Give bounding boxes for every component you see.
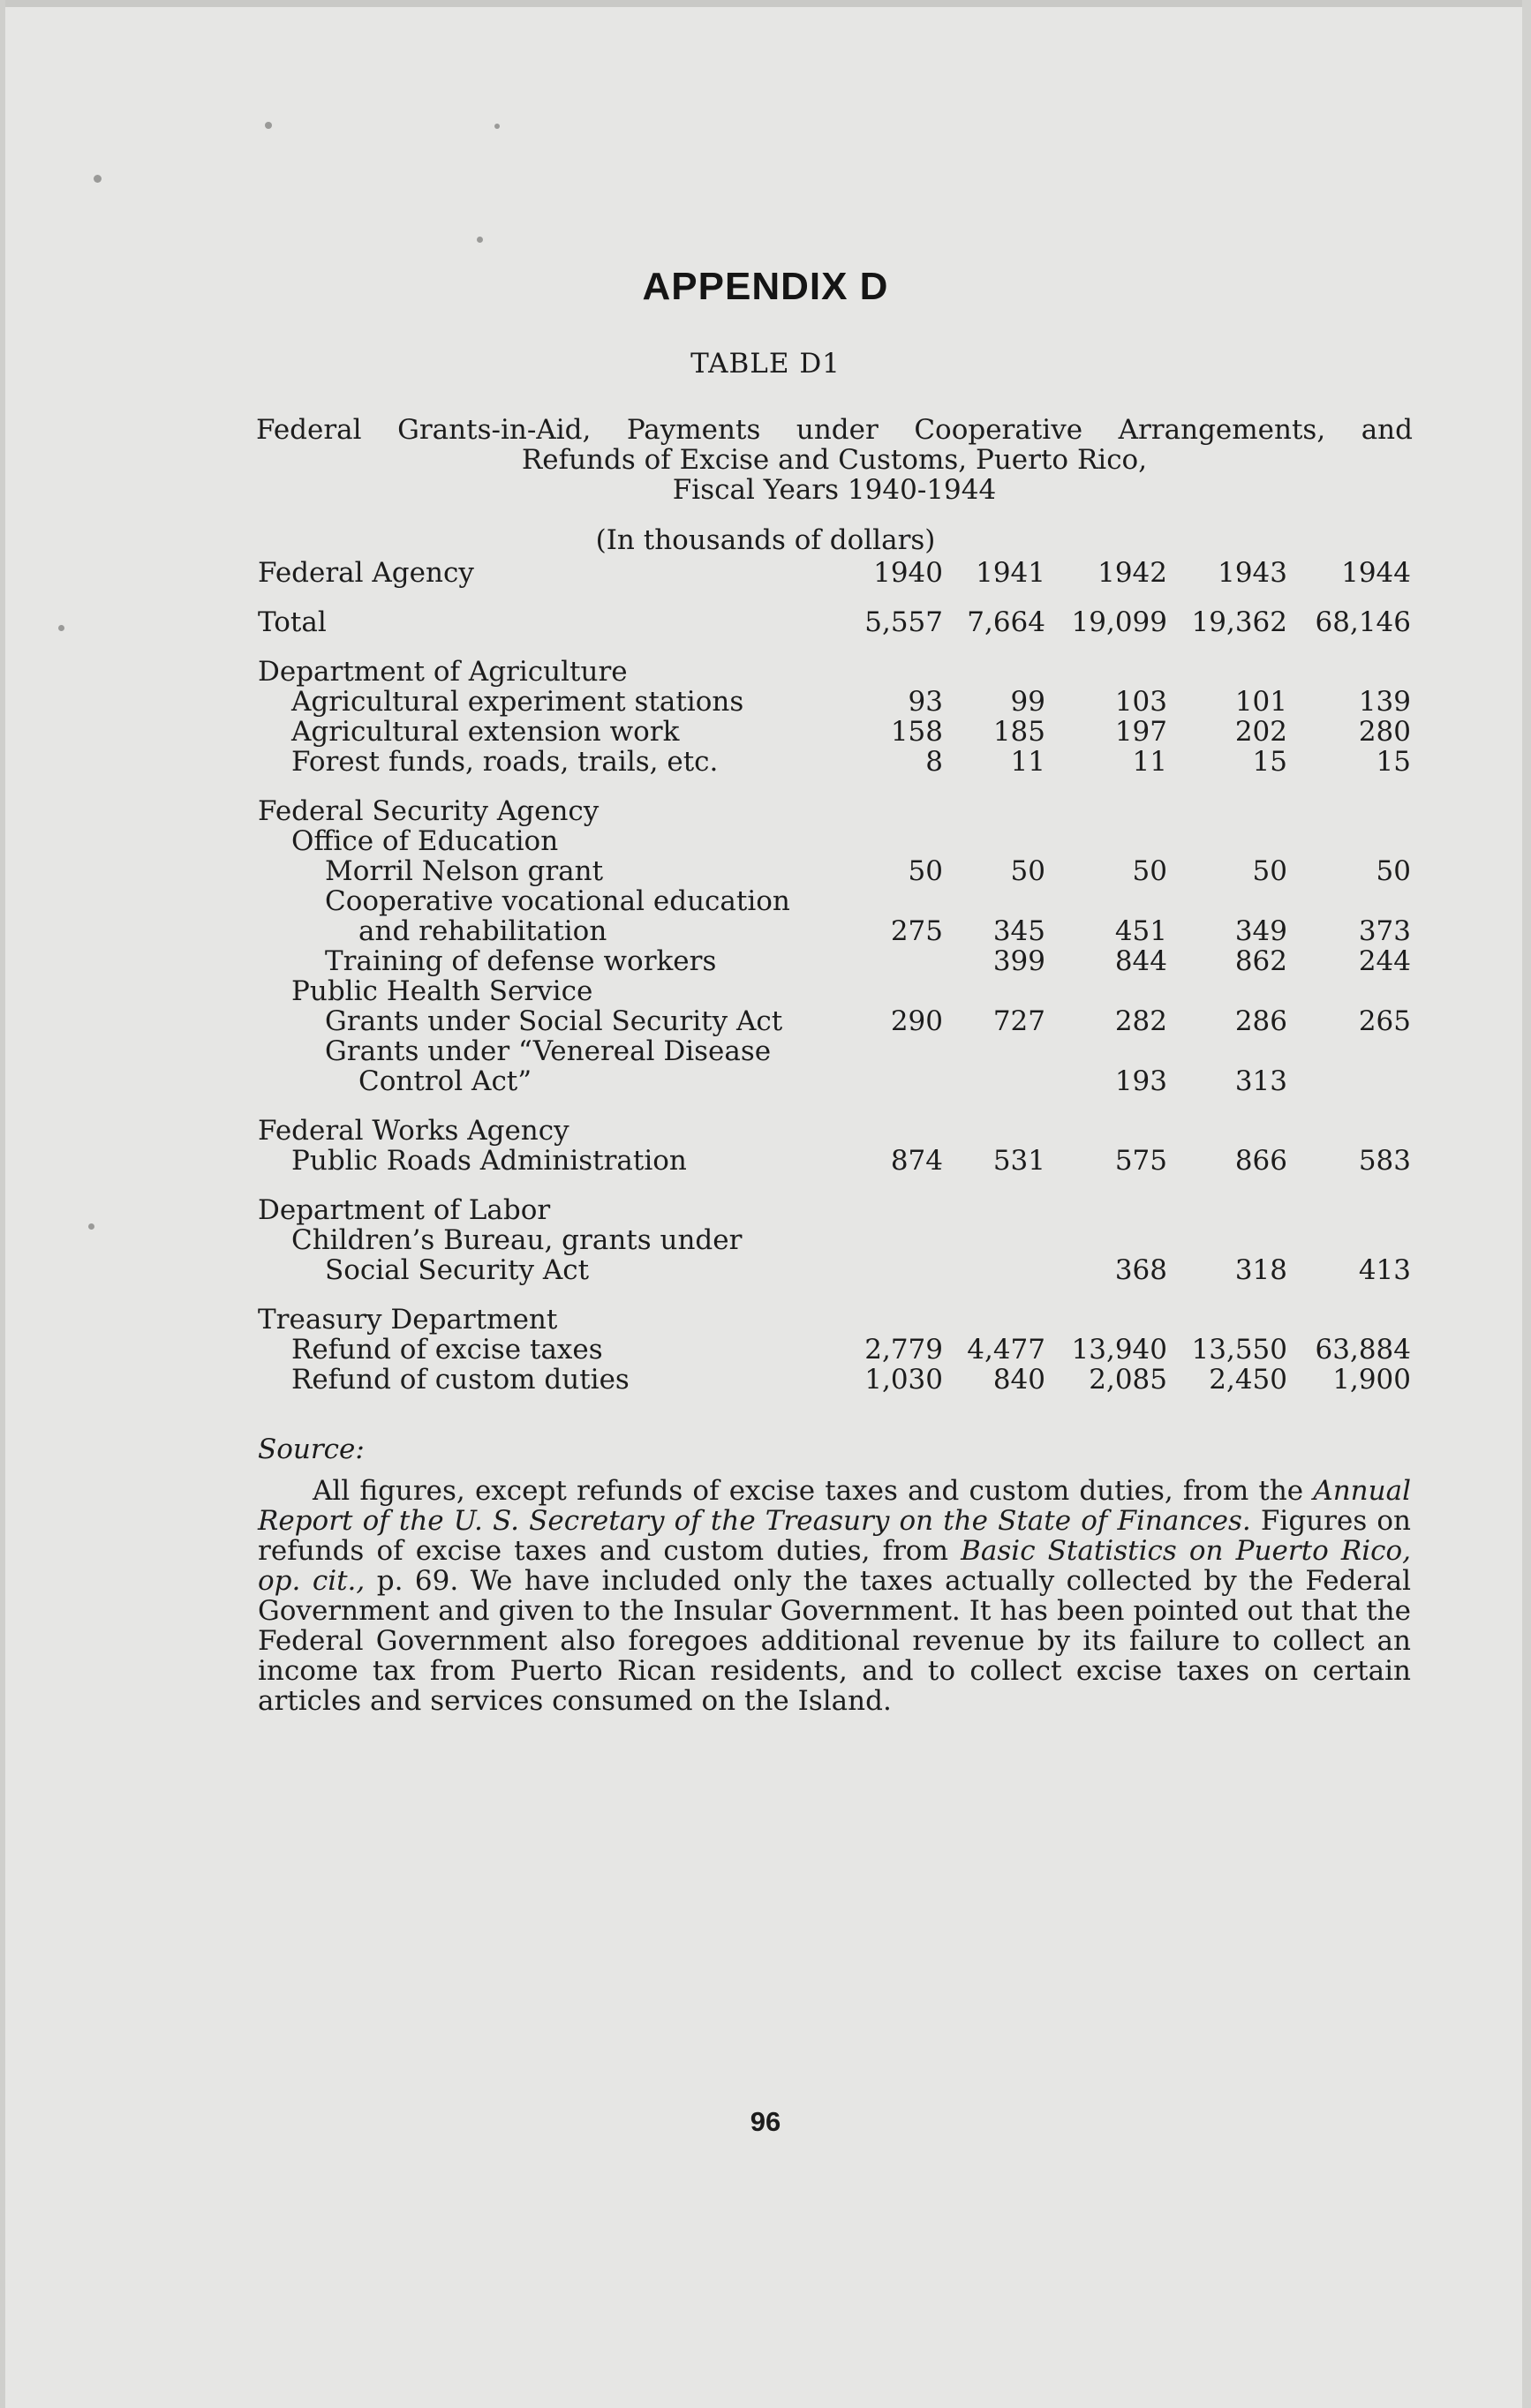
source-text-part: All figures, except refunds of excise taxes and custom duties, from the bbox=[313, 1475, 1314, 1507]
header-year: 1943 bbox=[1218, 557, 1287, 589]
cell-value: 280 bbox=[1358, 716, 1411, 748]
source-reference: Annual Report of the U. S. Secretary of the Treasury on the State of Finances. bbox=[258, 1475, 1411, 1537]
header-year: 1944 bbox=[1341, 557, 1411, 589]
section-heading: Department of Agriculture bbox=[258, 656, 628, 688]
row-label-continued bbox=[258, 886, 1411, 916]
cell-value: 193 bbox=[1114, 1065, 1167, 1097]
cell-value: 2,085 bbox=[1089, 1364, 1167, 1396]
table-row bbox=[258, 1006, 1411, 1036]
cell-value: 19,362 bbox=[1191, 606, 1287, 638]
paper-speck bbox=[494, 124, 500, 129]
appendix-title: APPENDIX D bbox=[642, 265, 889, 308]
cell-value: 244 bbox=[1358, 945, 1411, 977]
cell-value bbox=[841, 946, 943, 976]
row-label: Training of defense workers bbox=[325, 945, 717, 977]
cell-value: 282 bbox=[1114, 1005, 1167, 1037]
cell-value: 19,099 bbox=[1071, 606, 1167, 638]
cell-value: 318 bbox=[1234, 1254, 1287, 1286]
header-year: 1941 bbox=[976, 557, 1045, 589]
source-text-part: Figures on refunds of excise taxes and custom duties, from bbox=[258, 1505, 1411, 1567]
cell-value: 63,884 bbox=[1315, 1334, 1411, 1366]
cell-value: 13,940 bbox=[1071, 1334, 1167, 1366]
cell-value: 844 bbox=[1114, 945, 1167, 977]
cell-value: 68,146 bbox=[1315, 606, 1411, 638]
row-label: Control Act” bbox=[358, 1065, 532, 1097]
cell-value: 50 bbox=[1010, 855, 1045, 887]
cell-value: 345 bbox=[992, 915, 1045, 947]
row-label: Children’s Bureau, grants under bbox=[291, 1224, 743, 1256]
cell-value: 101 bbox=[1234, 686, 1287, 718]
row-label: Agricultural extension work bbox=[291, 716, 680, 748]
cell-value: 531 bbox=[992, 1145, 1045, 1177]
cell-value: 1,900 bbox=[1332, 1364, 1411, 1396]
cell-value: 840 bbox=[992, 1364, 1045, 1396]
page-number: 96 bbox=[750, 2106, 781, 2137]
cell-value: 15 bbox=[1252, 746, 1287, 778]
source-label: Source: bbox=[258, 1434, 365, 1465]
row-label: Agricultural experiment stations bbox=[291, 686, 744, 718]
caption-line-1: Federal Grants-in-Aid, Payments under Cooperative Arrangements, and bbox=[256, 414, 1413, 446]
caption-line-3: Fiscal Years 1940-1944 bbox=[672, 474, 997, 506]
page-edge-top bbox=[0, 0, 1531, 7]
table-row bbox=[258, 747, 1411, 777]
cell-value: 11 bbox=[1132, 746, 1167, 778]
section-heading: Federal Works Agency bbox=[258, 1115, 569, 1147]
cell-value bbox=[841, 1066, 943, 1096]
cell-value bbox=[1287, 1066, 1411, 1096]
row-label: Refund of excise taxes bbox=[291, 1334, 603, 1366]
table-caption bbox=[256, 415, 1413, 505]
row-label: Grants under “Venereal Disease bbox=[325, 1035, 772, 1067]
cell-value: 313 bbox=[1234, 1065, 1287, 1097]
paper-speck bbox=[265, 122, 272, 129]
cell-value: 290 bbox=[890, 1005, 943, 1037]
cell-value: 7,664 bbox=[967, 606, 1045, 638]
table-row bbox=[258, 717, 1411, 747]
section-heading-security bbox=[258, 796, 1411, 826]
paper-speck bbox=[477, 237, 483, 243]
header-year: 1942 bbox=[1097, 557, 1167, 589]
cell-value: 197 bbox=[1114, 716, 1167, 748]
cell-value: 727 bbox=[992, 1005, 1045, 1037]
cell-value: 2,450 bbox=[1209, 1364, 1287, 1396]
row-label: Social Security Act bbox=[325, 1254, 590, 1286]
paper-speck bbox=[94, 175, 102, 183]
cell-value: 8 bbox=[925, 746, 943, 778]
section-heading-labor bbox=[258, 1195, 1411, 1225]
cell-value: 158 bbox=[890, 716, 943, 748]
table-row-total bbox=[258, 607, 1411, 637]
cell-value: 862 bbox=[1234, 945, 1287, 977]
cell-value: 451 bbox=[1114, 915, 1167, 947]
cell-value: 93 bbox=[908, 686, 943, 718]
cell-value: 15 bbox=[1376, 746, 1411, 778]
paper-speck bbox=[58, 625, 64, 631]
cell-value: 99 bbox=[1010, 686, 1045, 718]
table-header-row bbox=[258, 558, 1411, 588]
header-year: 1940 bbox=[873, 557, 943, 589]
cell-value: 413 bbox=[1358, 1254, 1411, 1286]
cell-value bbox=[841, 1255, 943, 1285]
cell-value: 2,779 bbox=[864, 1334, 943, 1366]
section-heading-treasury bbox=[258, 1305, 1411, 1335]
cell-value: 399 bbox=[992, 945, 1045, 977]
row-label: Morril Nelson grant bbox=[325, 855, 604, 887]
caption-line-2: Refunds of Excise and Customs, Puerto Rico, bbox=[521, 444, 1148, 476]
section-heading: Federal Security Agency bbox=[258, 795, 600, 827]
row-label: Public Roads Administration bbox=[291, 1145, 687, 1177]
row-label-continued bbox=[258, 1036, 1411, 1066]
cell-value: 583 bbox=[1358, 1145, 1411, 1177]
cell-value: 373 bbox=[1358, 915, 1411, 947]
cell-value: 575 bbox=[1114, 1145, 1167, 1177]
table-row bbox=[258, 1365, 1411, 1395]
cell-value: 874 bbox=[890, 1145, 943, 1177]
table-row bbox=[258, 1335, 1411, 1365]
cell-value: 4,477 bbox=[967, 1334, 1045, 1366]
cell-value: 13,550 bbox=[1191, 1334, 1287, 1366]
section-heading-works bbox=[258, 1116, 1411, 1146]
cell-value: 866 bbox=[1234, 1145, 1287, 1177]
table-row bbox=[258, 1255, 1411, 1285]
subsection-label: Public Health Service bbox=[291, 975, 593, 1007]
cell-value: 286 bbox=[1234, 1005, 1287, 1037]
cell-value: 275 bbox=[890, 915, 943, 947]
units-note: (In thousands of dollars) bbox=[595, 524, 936, 556]
subsection-heading bbox=[258, 826, 1411, 856]
table-row bbox=[258, 1146, 1411, 1176]
table-row bbox=[258, 1066, 1411, 1096]
table-row bbox=[258, 916, 1411, 946]
subsection-label: Office of Education bbox=[291, 825, 559, 857]
paper-speck bbox=[88, 1223, 94, 1230]
cell-value: 5,557 bbox=[864, 606, 943, 638]
cell-value: 368 bbox=[1114, 1254, 1167, 1286]
source-reference: Basic Statistics on Puerto Rico, op. cit., bbox=[258, 1535, 1411, 1597]
cell-value: 139 bbox=[1358, 686, 1411, 718]
row-label: Grants under Social Security Act bbox=[325, 1005, 783, 1037]
table-row bbox=[258, 856, 1411, 886]
cell-value: 50 bbox=[1252, 855, 1287, 887]
cell-value: 50 bbox=[1376, 855, 1411, 887]
source-text-part: p. 69. We have included only the taxes actually collected by the Federal Government and given to the Insular Government. It has been pointed out that the Federal Government also foregoes additional revenue by its failure to collect an income tax from Puerto Rican residents, and to collect excise taxes on certain articles and services consumed on the Island. bbox=[258, 1565, 1411, 1717]
row-label: Refund of custom duties bbox=[291, 1364, 630, 1396]
header-label: Federal Agency bbox=[258, 557, 474, 589]
cell-value: 50 bbox=[1132, 855, 1167, 887]
cell-value bbox=[943, 1255, 1045, 1285]
cell-value: 349 bbox=[1234, 915, 1287, 947]
source-paragraph bbox=[258, 1476, 1411, 1716]
row-label: Cooperative vocational education bbox=[325, 885, 790, 917]
cell-value: 50 bbox=[908, 855, 943, 887]
table-label: TABLE D1 bbox=[690, 348, 841, 380]
row-label: Forest funds, roads, trails, etc. bbox=[291, 746, 719, 778]
cell-value: 202 bbox=[1234, 716, 1287, 748]
section-heading: Treasury Department bbox=[258, 1304, 558, 1336]
cell-value: 103 bbox=[1114, 686, 1167, 718]
cell-value: 1,030 bbox=[864, 1364, 943, 1396]
data-table bbox=[258, 558, 1411, 1395]
section-heading-agriculture bbox=[258, 657, 1411, 687]
row-label: Total bbox=[258, 606, 327, 638]
subsection-heading bbox=[258, 976, 1411, 1006]
row-label: and rehabilitation bbox=[358, 915, 607, 947]
cell-value: 11 bbox=[1010, 746, 1045, 778]
cell-value: 265 bbox=[1358, 1005, 1411, 1037]
cell-value bbox=[943, 1066, 1045, 1096]
cell-value: 185 bbox=[992, 716, 1045, 748]
row-label-continued bbox=[258, 1225, 1411, 1255]
table-row bbox=[258, 687, 1411, 717]
section-heading: Department of Labor bbox=[258, 1194, 551, 1226]
table-row bbox=[258, 946, 1411, 976]
